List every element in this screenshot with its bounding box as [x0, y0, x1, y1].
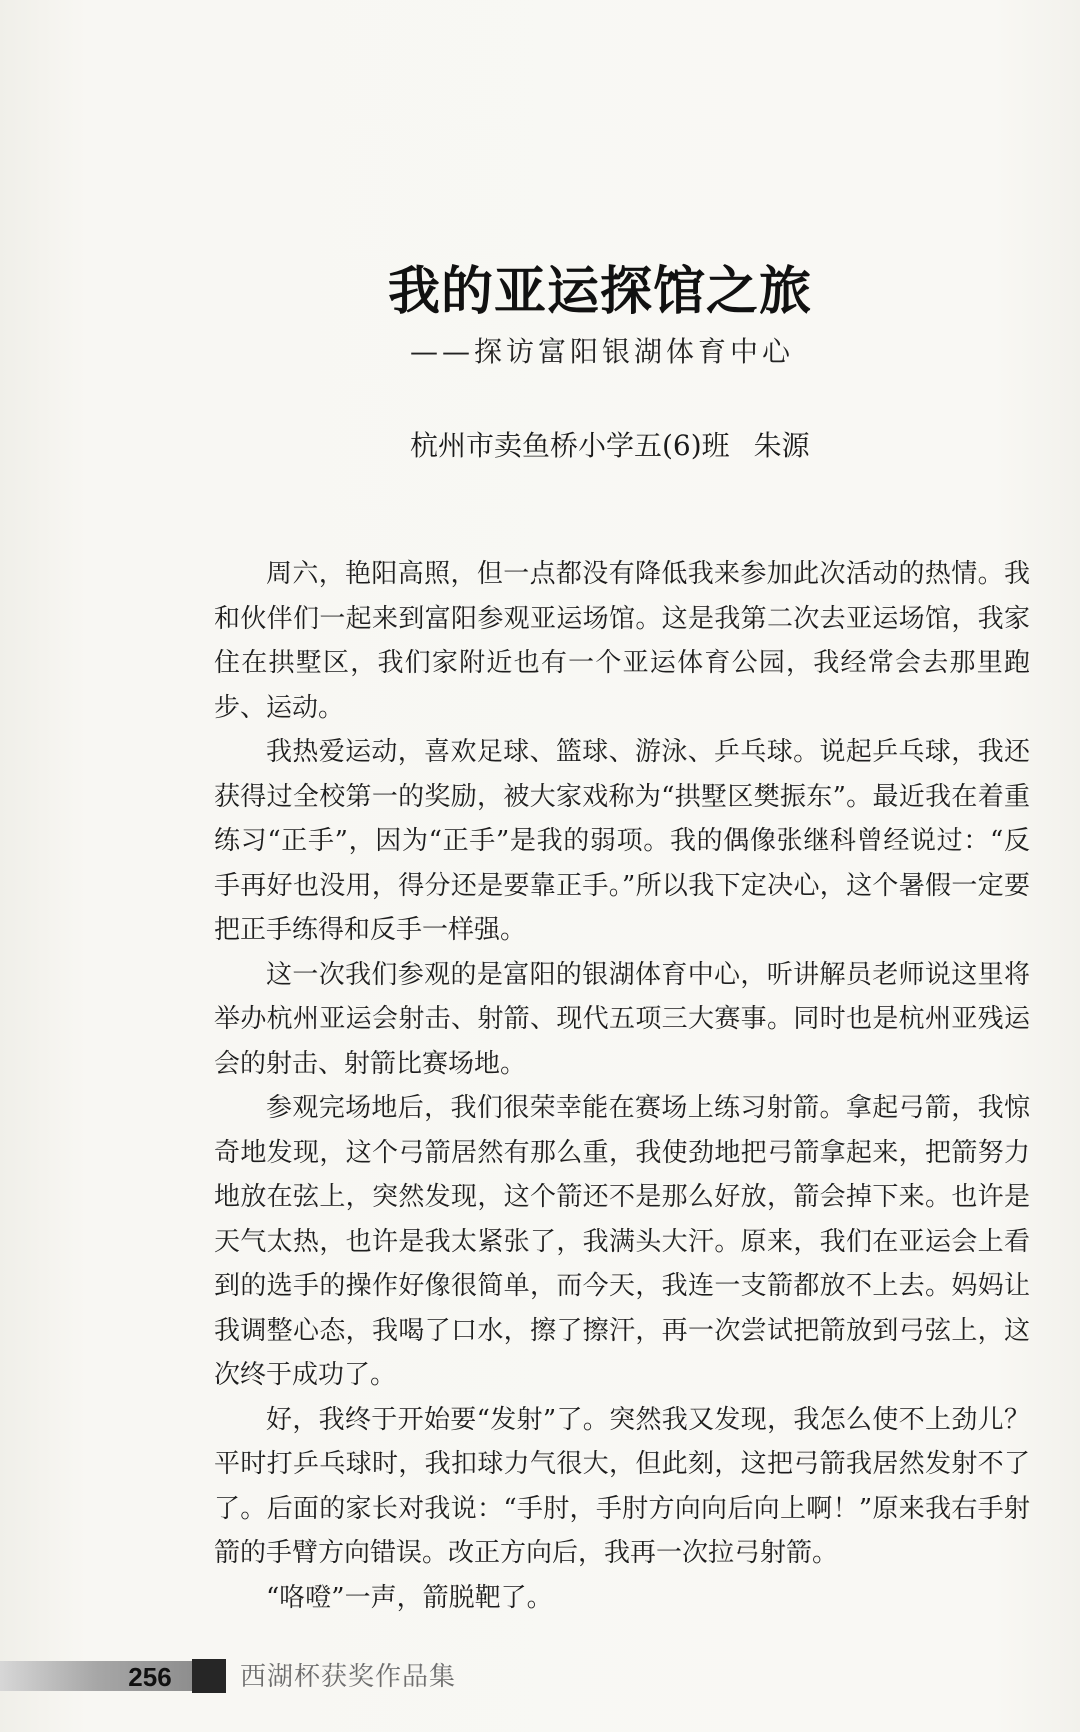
page-number: 256 [128, 1662, 172, 1692]
article-subtitle: ——探访富阳银湖体育中心 [410, 335, 795, 368]
paragraph-4: 参观完场地后，我们很荣幸能在赛场上练习射箭。拿起弓箭，我惊奇地发现，这个弓箭居然有那么重，我使劲地把弓箭拿起来，把箭努力地放在弦上，突然发现，这个箭还不是那么好放，箭会掉下来。也许是天气太热，也许是我太紧张了，我满头大汗。原来，我们在亚运会上看到的选手的操作好像很简单，而今天，我连一支箭都放不上去。妈妈让我调整心态，我喝了口水，擦了擦汗，再一次尝试把箭放到弓弦上，这次终于成功了。 [214, 1093, 1030, 1390]
author-school: 杭州市卖鱼桥小学五(6)班 [410, 429, 730, 462]
author-byline [410, 429, 880, 462]
paragraph-5: 好，我终于开始要“发射”了。突然我又发现，我怎么使不上劲儿？平时打乒乓球时，我扣球力气很大，但此刻，这把弓箭我居然发射不了了。后面的家长对我说：“手肘，手肘方向向后向上啊！”原来我右手射箭的手臂方向错误。改正方向后，我再一次拉弓射箭。 [214, 1404, 1030, 1568]
page-footer [0, 1657, 1080, 1697]
article-body [214, 552, 1030, 1620]
paragraph-2: 我热爱运动，喜欢足球、篮球、游泳、乒乓球。说起乒乓球，我还获得过全校第一的奖励，被大家戏称为“拱墅区樊振东”。最近我在着重练习“正手”，因为“正手”是我的弱项。我的偶像张继科曾经说过：“反手再好也没用，得分还是要靠正手。”所以我下定决心，这个暑假一定要把正手练得和反手一样强。 [214, 737, 1030, 945]
book-title: 西湖杯获奖作品集 [240, 1662, 457, 1692]
paragraph-3: 这一次我们参观的是富阳的银湖体育中心，听讲解员老师说这里将举办杭州亚运会射击、射箭、现代五项三大赛事。同时也是杭州亚残运会的射击、射箭比赛场地。 [214, 959, 1030, 1079]
paragraph-6: “咯噔”一声，箭脱靶了。 [266, 1582, 553, 1613]
paragraph-1: 周六，艳阳高照，但一点都没有降低我来参加此次活动的热情。我和伙伴们一起来到富阳参观亚运场馆。这是我第二次去亚运场馆，我家住在拱墅区，我们家附近也有一个亚运体育公园，我经常会去那里跑步、运动。 [214, 559, 1030, 723]
author-name: 朱源 [753, 429, 810, 462]
article-title: 我的亚运探馆之旅 [387, 262, 812, 322]
footer-dark-block [192, 1659, 226, 1693]
